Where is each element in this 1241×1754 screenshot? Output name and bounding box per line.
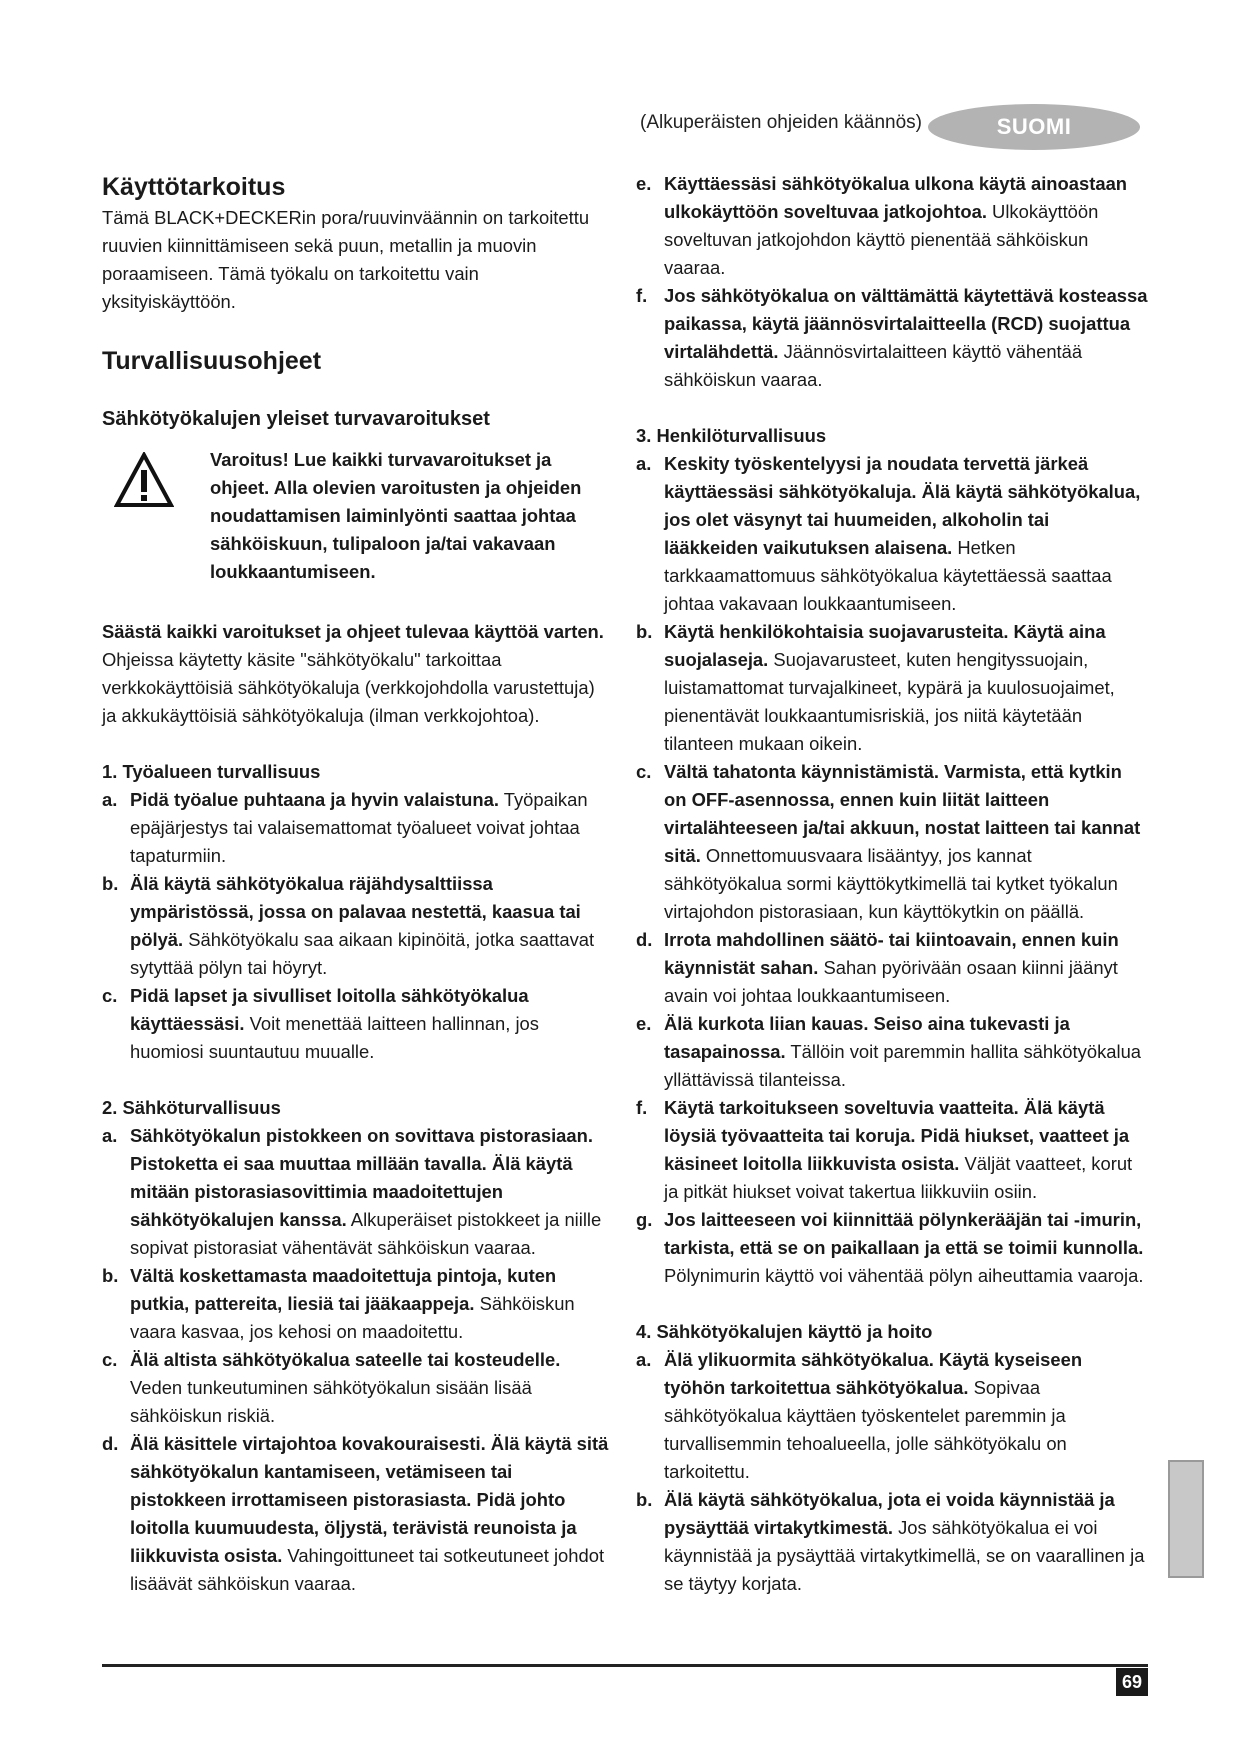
list-item (636, 926, 1148, 1010)
section-4-list (636, 1346, 1148, 1598)
warning-text: Varoitus! Lue kaikki turvavaroitukset ja ohjeet. Alla olevien varoitusten ja ohjeiden noudattamisen laiminlyönti saattaa johtaa sähköiskuun, tulipaloon ja/tai vakavaan loukkaantumiseen. (210, 449, 582, 582)
list-item (102, 1262, 612, 1346)
list-item-label: a. (636, 453, 652, 474)
list-item-text: Työpaikan epäjärjestys tai valaisemattomat työalueet voivat johtaa tapaturmiin. (130, 789, 588, 866)
list-item-label: b. (636, 621, 653, 642)
list-item (636, 1346, 1148, 1486)
list-item-content (130, 982, 612, 1066)
list-item (636, 618, 1148, 758)
list-item-content (130, 1262, 612, 1346)
list-item-content (130, 786, 612, 870)
list-item-label: a. (102, 1125, 118, 1146)
list-item-bold: Käytä henkilökohtaisia suojavarusteita. Käytä aina suojalaseja. (664, 621, 1106, 670)
list-item-content (664, 1346, 1148, 1486)
list-item-content (664, 1094, 1148, 1206)
list-item-content (664, 1010, 1148, 1094)
section-4-title: 4. Sähkötyökalujen käyttö ja hoito (636, 1321, 933, 1342)
footer-rule (102, 1664, 1148, 1667)
list-item (636, 1486, 1148, 1598)
translation-note: (Alkuperäisten ohjeiden käännös) (640, 112, 923, 133)
list-item (636, 1010, 1148, 1094)
list-item-bold: Vältä koskettamasta maadoitettuja pintoja, kuten putkia, pattereita, liesiä tai jääkaappeja. (130, 1265, 557, 1314)
list-item-text: Suojavarusteet, kuten hengityssuojain, luistamattomat turvajalkineet, kypärä ja kuulosuojaimet, pienentävät loukkaantumisriskiä, jos niitä käytetään tilanteen mukaan oikein. (664, 649, 1115, 754)
list-item-bold: Irrota mahdollinen säätö- tai kiintoavain, ennen kuin käynnistät sahan. (664, 929, 1119, 978)
list-item-label: e. (636, 1013, 652, 1034)
list-item-content (664, 1206, 1148, 1290)
list-item-content (130, 1346, 612, 1430)
list-item (102, 982, 612, 1066)
save-instructions (102, 618, 612, 730)
list-item-bold: Älä kurkota liian kauas. Seiso aina tukevasti ja tasapainossa. (664, 1013, 1070, 1062)
list-item-text: Jos sähkötyökalua ei voi käynnistää ja pysäyttää virtakytkimellä, se on vaarallinen ja se täytyy korjata. (664, 1517, 1145, 1594)
list-item-text: Sopivaa sähkötyökalua käyttäen työskentelet paremmin ja turvallisemmin tehoalueella, jolle sähkötyökalu on tarkoitettu. (664, 1377, 1067, 1482)
list-item-text: Tällöin voit paremmin hallita sähkötyökalua yllättävissä tilanteissa. (664, 1041, 1142, 1090)
save-instructions-text: Ohjeissa käytetty käsite "sähkötyökalu" tarkoittaa verkkokäyttöisiä sähkötyökaluja (verkkojohdolla varustettuja) ja akkukäyttöisiä sähkötyökaluja (ilman verkkojohtoa). (102, 649, 595, 726)
list-item-label: f. (636, 285, 648, 306)
section-3-list (636, 450, 1148, 1290)
list-item-text: Sähköiskun vaara kasvaa, jos kehosi on maadoitettu. (130, 1293, 575, 1342)
list-item (102, 1346, 612, 1430)
purpose-text: Tämä BLACK+DECKERin pora/ruuvinväännin on tarkoitettu ruuvien kiinnittämiseen sekä puun, metallin ja muovin poraamiseen. Tämä työkalu on tarkoitettu vain yksityiskäyttöön. (102, 207, 590, 312)
list-item-bold: Älä ylikuormita sähkötyökalua. Käytä kyseiseen työhön tarkoitettua sähkötyökalua. (664, 1349, 1083, 1398)
list-item-text: Väljät vaatteet, korut ja pitkät hiukset voivat takertua liikkuviin osiin. (664, 1153, 1133, 1202)
list-item-text: Veden tunkeutuminen sähkötyökalun sisään lisää sähköiskun riskiä. (130, 1377, 532, 1426)
general-warnings-title: Sähkötyökalujen yleiset turvavaroitukset (102, 408, 490, 430)
right-column (636, 170, 1148, 1598)
left-column (102, 170, 612, 1598)
list-item-bold: Pidä lapset ja sivulliset loitolla sähkötyökalua käyttäessäsi. (130, 985, 529, 1034)
list-item-content (664, 618, 1148, 758)
list-item-content (664, 170, 1148, 282)
list-item-content (664, 1486, 1148, 1598)
list-item-bold: Keskity työskentelyysi ja noudata tervettä järkeä käyttäessäsi sähkötyökaluja. Älä käytä sähkötyökalua, jos olet väsynyt tai huumeiden, alkoholin tai lääkkeiden vaikutuksen alaisena. (664, 453, 1141, 558)
list-item-bold: Käyttäessäsi sähkötyökalua ulkona käytä ainoastaan ulkokäyttöön soveltuvaa jatkojohtoa. (664, 173, 1128, 222)
list-item-content (664, 282, 1148, 394)
list-item-label: f. (636, 1097, 648, 1118)
list-item (102, 870, 612, 982)
list-item-content (130, 1430, 612, 1598)
list-item (636, 170, 1148, 282)
list-item-text: Jäännösvirtalaitteen käyttö vähentää sähköiskun vaaraa. (664, 341, 1083, 390)
list-item-content (130, 1122, 612, 1262)
list-item-text: Vahingoittuneet tai sotkeutuneet johdot lisäävät sähköiskun vaaraa. (130, 1545, 605, 1594)
chapter-tab (1168, 1460, 1204, 1578)
list-item-bold: Älä altista sähkötyökalua sateelle tai kosteudelle. (130, 1349, 561, 1370)
list-item (636, 450, 1148, 618)
safety-title: Turvallisuusohjeet (102, 347, 322, 375)
list-item-label: b. (636, 1489, 653, 1510)
list-item-text: Onnettomuusvaara lisääntyy, jos kannat sähkötyökalua sormi käyttökytkimellä tai kytket työkalun virtajohdon pistorasiaan, kun käyttökytkin on päällä. (664, 845, 1118, 922)
save-instructions-bold: Säästä kaikki varoitukset ja ohjeet tulevaa käyttöä varten. (102, 621, 604, 642)
list-item-text: Pölynimurin käyttö voi vähentää pölyn aiheuttamia vaaroja. (664, 1265, 1144, 1286)
list-item (102, 786, 612, 870)
section-1-list (102, 786, 612, 1066)
section-2-list (102, 1122, 612, 1598)
list-item-text: Hetken tarkkaamattomuus sähkötyökalua käytettäessä saattaa johtaa vakavaan loukkaantumiseen. (664, 537, 1112, 614)
list-item-content (130, 870, 612, 982)
list-item-label: e. (636, 173, 652, 194)
list-item-bold: Älä käytä sähkötyökalua, jota ei voida käynnistää ja pysäyttää virtakytkimestä. (664, 1489, 1115, 1538)
list-item-bold: Jos laitteeseen voi kiinnittää pölynkerääjän tai -imurin, tarkista, että se on paikallaan ja että se toimii kunnolla. (664, 1209, 1144, 1258)
page-number: 69 (1116, 1668, 1148, 1696)
section-2-continued-list (636, 170, 1148, 394)
list-item-text: Voit menettää laitteen hallinnan, jos huomiosi suuntautuu muualle. (130, 1013, 539, 1062)
list-item-label: c. (102, 1349, 118, 1370)
list-item-label: c. (102, 985, 118, 1006)
list-item (636, 282, 1148, 394)
section-3-title: 3. Henkilöturvallisuus (636, 425, 827, 446)
list-item-text: Ulkokäyttöön soveltuvan jatkojohdon käyttö pienentää sähköiskun vaaraa. (664, 201, 1099, 278)
section-2-title: 2. Sähköturvallisuus (102, 1097, 281, 1118)
list-item-bold: Sähkötyökalun pistokkeen on sovittava pistorasiaan. Pistoketta ei saa muuttaa millään tavalla. Älä käytä mitään pistorasiasovittimia maadoitettujen sähkötyökalujen kanssa. (130, 1125, 593, 1230)
list-item-bold: Vältä tahatonta käynnistämistä. Varmista, että kytkin on OFF-asennossa, ennen kuin liität laitteen virtalähteeseen ja/tai akkuun, nostat laitteen tai kannat sitä. (664, 761, 1141, 866)
list-item-content (664, 450, 1148, 618)
list-item-content (664, 758, 1148, 926)
list-item-text: Sahan pyörivään osaan kiinni jäänyt avain voi johtaa loukkaantumiseen. (664, 957, 1118, 1006)
list-item-bold: Jos sähkötyökalua on välttämättä käytettävä kosteassa paikassa, käytä jäännösvirtalaitteella (RCD) suojattua virtalähdettä. (664, 285, 1148, 362)
list-item-bold: Pidä työalue puhtaana ja hyvin valaistuna. (130, 789, 499, 810)
list-item-label: g. (636, 1209, 653, 1230)
list-item (636, 1206, 1148, 1290)
warning-triangle-icon (114, 452, 174, 508)
list-item (102, 1122, 612, 1262)
list-item-bold: Älä käsittele virtajohtoa kovakouraisesti. Älä käytä sitä sähkötyökalun kantamiseen, vetämiseen tai pistokkeen irrottamiseen pistorasiasta. Pidä johto loitolla kuumuudesta, öljystä, terävistä reunoista ja liikkuvista osista. (130, 1433, 609, 1566)
list-item-bold: Käytä tarkoitukseen soveltuvia vaatteita. Älä käytä löysiä työvaatteita tai koruja. Pidä hiukset, vaatteet ja käsineet loitolla liikkuvista osista. (664, 1097, 1130, 1174)
section-1-title: 1. Työalueen turvallisuus (102, 761, 321, 782)
list-item-label: a. (636, 1349, 652, 1370)
list-item-label: a. (102, 789, 118, 810)
list-item-text: Alkuperäiset pistokkeet ja niille sopivat pistorasiat vähentävät sähköiskun vaaraa. (130, 1209, 602, 1258)
list-item (636, 758, 1148, 926)
warning-block (102, 446, 612, 586)
list-item-text: Sähkötyökalu saa aikaan kipinöitä, jotka saattavat sytyttää pölyn tai höyryt. (130, 929, 595, 978)
language-badge: SUOMI (928, 104, 1140, 150)
list-item-label: b. (102, 1265, 119, 1286)
list-item-label: d. (102, 1433, 119, 1454)
list-item-label: c. (636, 761, 652, 782)
list-item-content (664, 926, 1148, 1010)
list-item-label: b. (102, 873, 119, 894)
list-item-bold: Älä käytä sähkötyökalua räjähdysalttiissa ympäristössä, jossa on palavaa nestettä, kaasua tai pölyä. (130, 873, 581, 950)
purpose-title: Käyttötarkoitus (102, 173, 286, 201)
list-item-label: d. (636, 929, 653, 950)
list-item (636, 1094, 1148, 1206)
list-item (102, 1430, 612, 1598)
